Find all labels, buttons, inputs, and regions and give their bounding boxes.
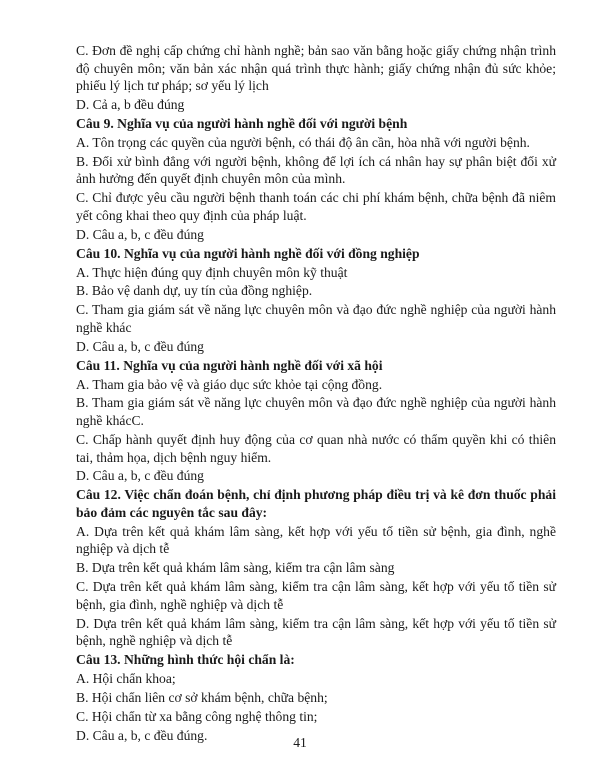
- answer-line: D. Cả a, b đều đúng: [76, 97, 185, 113]
- answer-line: A. Hội chẩn khoa;: [76, 671, 176, 687]
- question-heading: Câu 10. Nghĩa vụ của người hành nghề đối với đồng nghiệp: [76, 245, 420, 261]
- answer-line: C. Dựa trên kết quả khám lâm sàng, kiểm tra cận lâm sàng, kết hợp với yếu tố tiền sử bệnh, gia đình, nghề nghiệp và dịch tễ: [76, 579, 556, 612]
- answer-line: C. Tham gia giám sát về năng lực chuyên môn và đạo đức nghề nghiệp của người hành nghề khác: [76, 302, 556, 335]
- answer-line: D. Câu a, b, c đều đúng: [76, 338, 204, 354]
- question-heading: Câu 12. Việc chẩn đoán bệnh, chỉ định phương pháp điều trị và kê đơn thuốc phải bảo đảm các nguyên tắc sau đây:: [76, 487, 556, 520]
- question-heading: Câu 13. Những hình thức hội chẩn là:: [76, 652, 295, 668]
- document-page: [76, 42, 556, 746]
- answer-line: A. Tham gia bảo vệ và giáo dục sức khỏe tại cộng đồng.: [76, 376, 383, 392]
- answer-line: C. Chỉ được yêu cầu người bệnh thanh toán các chi phí khám bệnh, chữa bệnh đã niêm yết công khai theo quy định của pháp luật.: [76, 190, 556, 223]
- question-heading: Câu 9. Nghĩa vụ của người hành nghề đối với người bệnh: [76, 115, 408, 131]
- answer-line: B. Dựa trên kết quả khám lâm sàng, kiểm tra cận lâm sàng: [76, 560, 395, 576]
- answer-line: B. Tham gia giám sát về năng lực chuyên môn và đạo đức nghề nghiệp của người hành nghề khácC.: [76, 395, 556, 429]
- answer-line: C. Đơn đề nghị cấp chứng chỉ hành nghề; bản sao văn bằng hoặc giấy chứng nhận trình độ chuyên môn; văn bản xác nhận quá trình thực hành; giấy chứng nhận đủ sức khỏe; phiếu lý lịch tư pháp; sơ yếu lý lịch: [76, 43, 556, 94]
- answer-line: B. Bảo vệ danh dự, uy tín của đồng nghiệp.: [76, 283, 313, 299]
- answer-line: D. Câu a, b, c đều đúng: [76, 468, 204, 484]
- answer-line: C. Hội chẩn từ xa bằng công nghệ thông tin;: [76, 708, 318, 724]
- answer-line: A. Tôn trọng các quyền của người bệnh, có thái độ ân cần, hòa nhã với người bệnh.: [76, 134, 530, 150]
- answer-line: A. Dựa trên kết quả khám lâm sàng, kết hợp với yếu tố tiền sử bệnh, gia đình, nghề nghiệp và dịch tễ: [76, 523, 556, 557]
- answer-line: D. Câu a, b, c đều đúng: [76, 226, 204, 242]
- answer-line: D. Câu a, b, c đều đúng.: [76, 727, 208, 743]
- answer-line: D. Dựa trên kết quả khám lâm sàng, kiểm tra cận lâm sàng, kết hợp với yếu tố tiền sử bệnh, nghề nghiệp và dịch tễ: [76, 615, 556, 649]
- answer-line: B. Hội chẩn liên cơ sở khám bệnh, chữa bệnh;: [76, 689, 328, 705]
- answer-line: B. Đối xử bình đẳng với người bệnh, không để lợi ích cá nhân hay sự phân biệt đối xử ảnh hưởng đến quyết định chuyên môn của mình.: [76, 153, 556, 187]
- answer-line: C. Chấp hành quyết định huy động của cơ quan nhà nước có thẩm quyền khi có thiên tai, thảm họa, dịch bệnh nguy hiểm.: [76, 431, 556, 465]
- page-number: 41: [293, 735, 307, 750]
- question-heading: Câu 11. Nghĩa vụ của người hành nghề đối với xã hội: [76, 357, 383, 373]
- answer-line: A. Thực hiện đúng quy định chuyên môn kỹ thuật: [76, 264, 348, 280]
